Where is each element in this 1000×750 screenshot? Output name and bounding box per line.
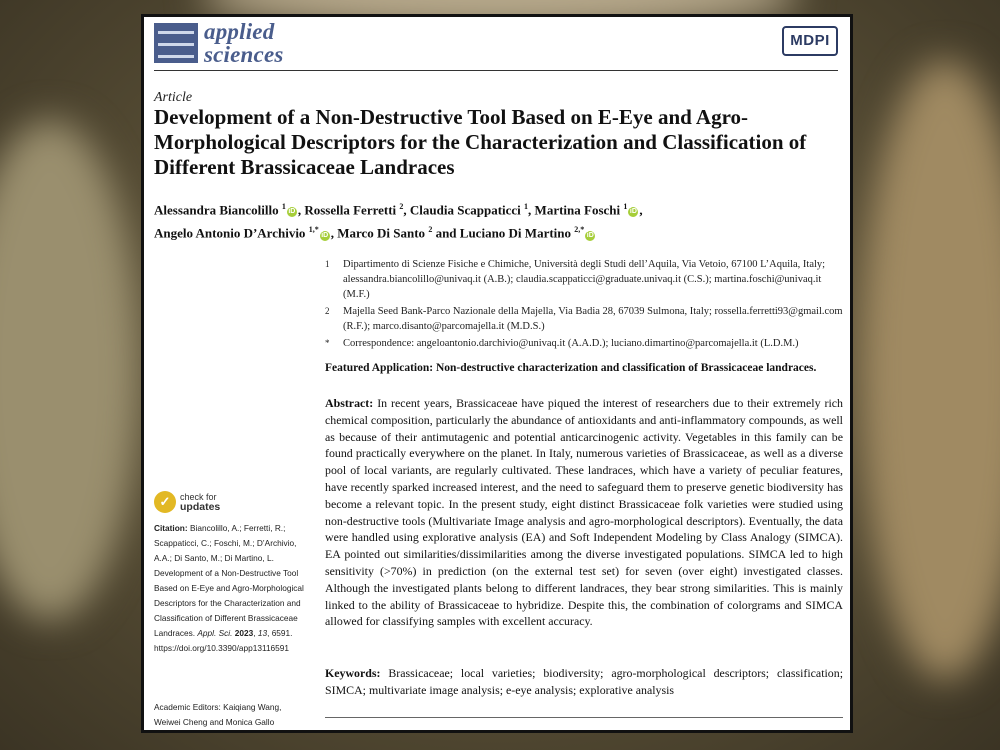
paper-page bbox=[141, 14, 853, 733]
author-separator: , bbox=[639, 202, 643, 218]
keywords bbox=[325, 665, 843, 699]
check-for-updates-badge[interactable] bbox=[154, 491, 220, 513]
author-name: Martina Foschi bbox=[534, 202, 621, 218]
author-separator: and bbox=[432, 225, 460, 241]
affiliation-mark: 1 bbox=[325, 259, 330, 269]
paper-title: Development of a Non-Destructive Tool Based on E-Eye and Agro-Morphological Descriptors for the Characterization and Classification of Different Brassicaceae Landraces bbox=[154, 105, 807, 179]
affiliation-item bbox=[325, 304, 845, 334]
affiliations bbox=[325, 257, 845, 353]
journal-logo-icon bbox=[154, 23, 198, 63]
mdpi-logo: MDPI bbox=[782, 26, 838, 56]
orcid-icon[interactable]: iD bbox=[288, 208, 296, 216]
author-affiliation-mark: 1 bbox=[281, 202, 286, 211]
affiliation-text: Majella Seed Bank-Parco Nazionale della Majella, Via Badia 28, 67039 Sulmona, Italy; rossella.ferretti93@gmail.com (R.F.); marco.disanto@parcomajella.it (M.D.S.) bbox=[343, 306, 843, 332]
check-updates-line2: updates bbox=[180, 501, 221, 513]
author-affiliation-mark: 2 bbox=[399, 202, 404, 211]
author-affiliation-mark: 1 bbox=[524, 202, 529, 211]
author-separator: , bbox=[403, 202, 410, 218]
journal-name-line1: applied bbox=[204, 19, 275, 44]
orcid-icon[interactable]: iD bbox=[321, 231, 329, 239]
author-list bbox=[154, 197, 844, 244]
check-updates-icon: ✓ bbox=[154, 491, 176, 513]
abstract-text: In recent years, Brassicaceae have piqued the interest of researchers due to their extremely rich chemical composition, particularly the abundance of antioxidants and anti-inflammatory compounds, as well as because of their antimutagenic and potential anticarcinogenic activity. Vegetables in this family can be found practically everywhere on the planet. In Italy, numerous varieties of Brassicaceae, as well as a diverse pool of local variants, are regularly cultivated. These landraces, which have a variety of peculiar features, have recently sparked increased interest, and the need to safeguard them to preserve genetic biodiversity has become a relevant topic. In the present study, eight distinct Brassicaceae folk varieties were studied using non-destructive tools (Multivariate Image analysis and agro-morphological descriptors). Eventually, the data were handled using explorative analysis (EA) and Soft Independent Modeling by Class Analogy (SIMCA). EA pointed out similarities/dissimilarities among the diverse investigated populations. SIMCA led to high sensitivity (>70%) in prediction (on the external test set) for seven (over eight) investigated classes. Although the investigated plants belong to different landraces, they bear strong similarities. This is mainly linked to the ability of Brassicaceae to hybridize. Despite this, the combination of colorgrams and SIMCA allowed for classifying samples with excellent accuracy. bbox=[325, 396, 843, 629]
citation-doi[interactable]: , 6591. https://doi.org/10.3390/app13116591 bbox=[154, 628, 293, 653]
citation-journal: Appl. Sci. bbox=[197, 628, 233, 638]
keywords-text: Brassicaceae; local varieties; biodiversity; agro-morphological descriptors; classification; SIMCA; multivariate image analysis; e-eye analysis; explorative analysis bbox=[325, 666, 843, 697]
abstract bbox=[325, 395, 843, 630]
author-name: Angelo Antonio D’Archivio bbox=[154, 225, 306, 241]
header-divider bbox=[154, 70, 838, 71]
citation-volume: 13 bbox=[257, 628, 268, 638]
background-blur-right bbox=[860, 60, 1000, 680]
journal-name-line2: sciences bbox=[204, 42, 284, 67]
academic-editors: Academic Editors: Kaiqiang Wang, Weiwei Cheng and Monica Gallo bbox=[154, 702, 282, 727]
journal-logo bbox=[154, 20, 284, 66]
citation-year: 2023 bbox=[234, 628, 254, 638]
citation-text: Biancolillo, A.; Ferretti, R.; Scappaticci, C.; Foschi, M.; D’Archivio, A.A.; Di Santo, M.; Di Martino, L. Development of a Non-Destructive Tool Based on E-Eye and Agro-Morphological Descriptors for the Characterization and Classification of Different Brassicaceae Landraces. bbox=[154, 523, 304, 638]
citation-block: Citation: Biancolillo, A.; Ferretti, R.; Scappaticci, C.; Foschi, M.; D’Archivio, A.A.; Di Santo, M.; Di Martino, L. Development of a Non-Destructive Tool Based on E-Eye and Agro-Morphological Descriptors for the Characterization and Classification of Different Brassicaceae Landraces. Appl. Sci. 2023, 13, 6591. https://doi.org/10.3390/app13116591 bbox=[154, 523, 304, 653]
author-name: Marco Di Santo bbox=[337, 225, 426, 241]
author-separator: , bbox=[528, 202, 535, 218]
citation-label: Citation: bbox=[154, 523, 188, 533]
author-name: Luciano Di Martino bbox=[459, 225, 572, 241]
author-name: Rossella Ferretti bbox=[304, 202, 397, 218]
author-separator: , bbox=[330, 225, 338, 241]
author-affiliation-mark: 2,* bbox=[574, 225, 585, 235]
orcid-icon[interactable]: iD bbox=[586, 231, 594, 239]
affiliation-text: Correspondence: angeloantonio.darchivio@univaq.it (A.A.D.); luciano.dimartino@parcomajella.it (L.D.M.) bbox=[343, 338, 799, 349]
author-name: Claudia Scappaticci bbox=[409, 202, 521, 218]
background-blur-left bbox=[0, 120, 140, 620]
author-separator: , bbox=[297, 202, 305, 218]
author-name: Alessandra Biancolillo bbox=[154, 202, 279, 218]
author-affiliation-mark: 2 bbox=[428, 225, 433, 235]
affiliation-text: Dipartimento di Scienze Fisiche e Chimiche, Università degli Studi dell’Aquila, Via Vetoio, 67100 L’Aquila, Italy; alessandra.biancolillo@univaq.it (A.B.); claudia.scappaticci@graduate.univaq.it (C.S.); martina.foschi@univaq.it (M.F.) bbox=[343, 259, 826, 300]
abstract-label: Abstract: bbox=[325, 396, 374, 410]
affiliation-mark: 2 bbox=[325, 306, 330, 316]
affiliation-mark: * bbox=[325, 338, 330, 348]
keywords-label: Keywords: bbox=[325, 666, 381, 680]
featured-application bbox=[325, 362, 845, 374]
journal-name bbox=[204, 20, 284, 66]
author-affiliation-mark: 1,* bbox=[308, 225, 319, 235]
orcid-icon[interactable]: iD bbox=[629, 208, 637, 216]
featured-label: Featured Application: bbox=[325, 362, 434, 374]
check-updates-line1: check for bbox=[180, 492, 217, 502]
affiliation-item bbox=[325, 336, 845, 351]
affiliation-item bbox=[325, 257, 845, 302]
author-affiliation-mark: 1 bbox=[623, 202, 628, 211]
bottom-divider bbox=[325, 717, 843, 718]
article-type: Article bbox=[154, 90, 193, 105]
featured-text: Non-destructive characterization and classification of Brassicaceae landraces. bbox=[435, 362, 817, 374]
